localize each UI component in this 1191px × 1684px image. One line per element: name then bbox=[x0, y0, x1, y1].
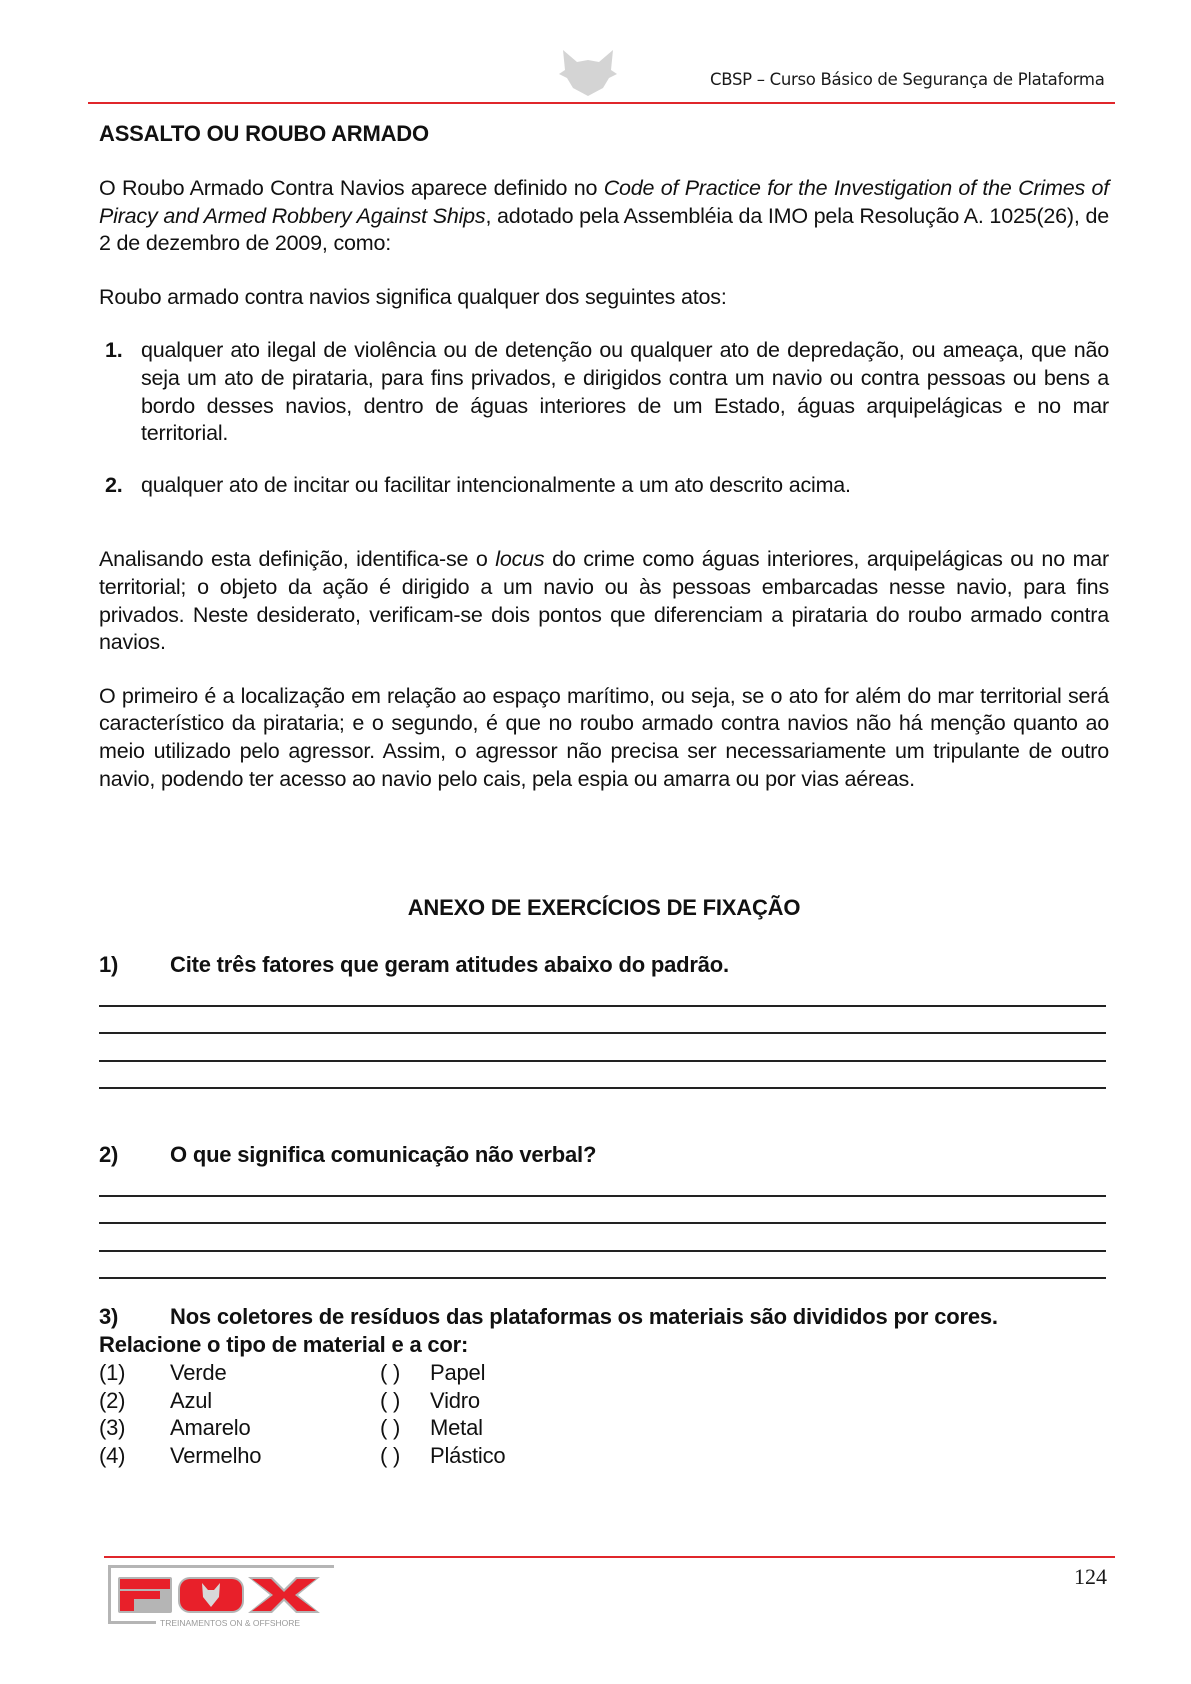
color-label: Verde bbox=[170, 1360, 227, 1386]
color-number: (3) bbox=[99, 1415, 126, 1441]
question-number: 2) bbox=[99, 1142, 119, 1168]
matching-row bbox=[99, 1414, 1109, 1442]
analysis-paragraph bbox=[99, 546, 1109, 656]
color-number: (2) bbox=[99, 1387, 126, 1413]
material-label: Papel bbox=[430, 1360, 486, 1386]
page-content bbox=[99, 119, 1109, 1469]
conclusion-paragraph: O primeiro é a localização em relação ao espaço marítimo, ou seja, se o ato for além do mar territorial será característico da pirataria; e o segundo, é que no roubo armado contra navios não há menção quanto ao meio utilizado pelo agressor. Assim, o agressor não precisa ser necessariamente um tripulante de outro navio, podendo ter acesso ao navio pelo cais, pela espia ou amarra ou por vias aéreas. bbox=[99, 683, 1109, 791]
answer-line[interactable] bbox=[99, 1252, 1106, 1280]
matching-row bbox=[99, 1359, 1109, 1387]
section-title: ASSALTO OU ROUBO ARMADO bbox=[99, 121, 429, 146]
matching-row bbox=[99, 1442, 1109, 1470]
answer-blank[interactable]: ( ) bbox=[380, 1442, 401, 1468]
act-number: 2. bbox=[105, 472, 123, 497]
matching-table bbox=[99, 1359, 1109, 1469]
code-title: Code of Practice for the Investigation of the Crimes of Piracy and Armed Robbery Against Ships bbox=[99, 176, 1109, 228]
intro-paragraph bbox=[99, 175, 1109, 258]
act-text: qualquer ato ilegal de violência ou de detenção ou qualquer ato de depredação, ou ameaça, que não seja um ato de pirataria, para fins privados, e dirigidos contra um navio ou contra pessoas ou bens a bordo desses navios, dentro de águas interiores de um Estado, águas arquipelágicas e no mar territorial. bbox=[141, 338, 1109, 446]
material-label: Plástico bbox=[430, 1442, 506, 1468]
question-text: Nos coletores de resíduos das plataformas os materiais são divididos por cores. bbox=[170, 1304, 998, 1330]
answer-line[interactable] bbox=[99, 1169, 1106, 1197]
answer-line[interactable] bbox=[99, 1034, 1106, 1062]
answer-blank[interactable]: ( ) bbox=[380, 1387, 401, 1413]
locus-term: locus bbox=[495, 547, 545, 572]
question-3-instruction: Relacione o tipo de material e a cor: bbox=[99, 1332, 469, 1358]
act-item bbox=[99, 337, 1109, 447]
answer-blank[interactable]: ( ) bbox=[380, 1415, 401, 1441]
question-number: 1) bbox=[99, 952, 119, 978]
question-text: O que significa comunicação não verbal? bbox=[170, 1142, 597, 1168]
header-divider bbox=[88, 102, 1115, 104]
page-number: 124 bbox=[1074, 1564, 1107, 1589]
answer-blank[interactable]: ( ) bbox=[380, 1360, 401, 1386]
act-text: qualquer ato de incitar ou facilitar intencionalmente a um ato descrito acima. bbox=[141, 472, 851, 497]
question-3 bbox=[99, 1303, 1109, 1331]
intro-text: O Roubo Armado Contra Navios aparece definido no bbox=[99, 176, 604, 200]
color-label: Azul bbox=[170, 1387, 212, 1413]
answer-line[interactable] bbox=[99, 1197, 1106, 1225]
intro-text-cont: , adotado pela Assembléia da IMO pela Resolução A. 1025(26), de 2 de dezembro de 2009, como: bbox=[99, 203, 1109, 256]
answer-line[interactable] bbox=[99, 1062, 1106, 1090]
material-label: Metal bbox=[430, 1415, 483, 1441]
act-number: 1. bbox=[105, 338, 123, 363]
color-number: (1) bbox=[99, 1360, 126, 1386]
material-label: Vidro bbox=[430, 1387, 480, 1413]
answer-lines-2 bbox=[99, 1169, 1109, 1279]
color-number: (4) bbox=[99, 1442, 126, 1468]
answer-lines-1 bbox=[99, 979, 1109, 1089]
color-label: Vermelho bbox=[170, 1442, 262, 1468]
acts-list bbox=[99, 337, 1109, 499]
analysis-text-cont: do crime como águas interiores, arquipelágicas ou no mar territorial; o objeto da ação é dirigido a um navio ou às pessoas embarcadas nesse navio, para fins privados. Neste desiderato, verificam-se dois pontos que diferenciam a pirataria do roubo armado contra navios. bbox=[99, 547, 1109, 655]
question-2 bbox=[99, 1141, 1109, 1169]
logo-tagline: TREINAMENTOS ON & OFFSHORE bbox=[160, 1618, 301, 1628]
matching-row bbox=[99, 1387, 1109, 1415]
question-number: 3) bbox=[99, 1304, 119, 1330]
page-header bbox=[0, 0, 1191, 110]
question-1 bbox=[99, 951, 1109, 979]
analysis-text: Analisando esta definição, identifica-se o bbox=[99, 547, 496, 572]
question-text: Cite três fatores que geram atitudes abaixo do padrão. bbox=[170, 952, 729, 978]
fox-head-icon bbox=[557, 48, 619, 98]
act-item bbox=[99, 472, 1109, 500]
footer-divider bbox=[104, 1556, 1115, 1558]
answer-line[interactable] bbox=[99, 1007, 1106, 1035]
lead-paragraph: Roubo armado contra navios significa qualquer dos seguintes atos: bbox=[99, 284, 727, 309]
fox-logo bbox=[106, 1563, 342, 1631]
color-label: Amarelo bbox=[170, 1415, 251, 1441]
answer-line[interactable] bbox=[99, 1224, 1106, 1252]
course-title: CBSP – Curso Básico de Segurança de Plataforma bbox=[710, 70, 1105, 89]
answer-line[interactable] bbox=[99, 979, 1106, 1007]
annex-title: ANEXO DE EXERCÍCIOS DE FIXAÇÃO bbox=[407, 895, 801, 921]
